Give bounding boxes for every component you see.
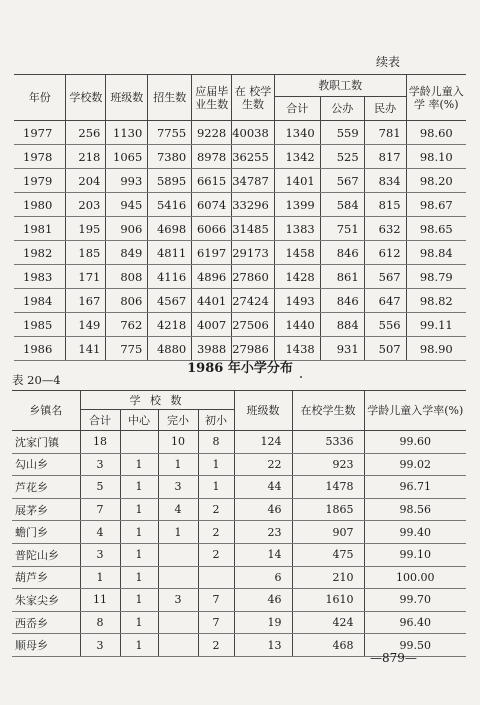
table-row: 1982 185 849 4811 6197 29173 1458 846 612 98.84	[14, 241, 466, 265]
table-row: 葫芦乡 1 1 6 210 100.00	[12, 566, 466, 589]
table-row: 1980 203 945 5416 6074 33296 1399 584 815 98.67	[14, 193, 466, 217]
table-row: 1985 149 762 4218 4007 27506 1440 884 556 99.11	[14, 313, 466, 337]
header-schools-group: 学 校 数	[80, 391, 234, 410]
header-staff-total: 合计	[274, 97, 320, 121]
table-row: 1981 195 906 4698 6066 31485 1383 751 632 98.65	[14, 217, 466, 241]
table-row: 朱家尖乡 11 1 3 7 46 1610 99.70	[12, 589, 466, 612]
header-school-complete: 完小	[158, 410, 198, 431]
header-students: 在 校学生数	[232, 75, 275, 121]
header-classes: 班级数	[234, 391, 292, 431]
continued-label: 续表	[376, 55, 401, 69]
table-row: 1978 218 1065 7380 8978 36255 1342 525 817 98.10	[14, 145, 466, 169]
table-row: 蟾门乡 4 1 1 2 23 907 99.40	[12, 521, 466, 544]
table-row: 西岙乡 8 1 7 19 424 96.40	[12, 611, 466, 634]
header-enrollment-rate: 学龄儿童入 学 率(%)	[406, 75, 466, 121]
table-row: 展茅乡 7 1 4 2 46 1865 98.56	[12, 498, 466, 521]
header-year: 年份	[14, 75, 66, 121]
table-row: 1979 204 993 5895 6615 34787 1401 567 834 98.20	[14, 169, 466, 193]
table-1977-1986	[14, 74, 466, 361]
header-graduates: 应届毕业生数	[192, 75, 232, 121]
header-students: 在校学生数	[292, 391, 364, 431]
table-row: 沈家门镇 18 10 8 124 5336 99.60	[12, 431, 466, 454]
table-row: 1977 256 1130 7755 9228 40038 1340 559 781 98.60	[14, 121, 466, 145]
header-classes: 班级数	[106, 75, 148, 121]
header-town: 乡镇名	[12, 391, 80, 431]
header-staff-private: 民办	[364, 97, 406, 121]
table-1986-distribution	[12, 390, 466, 657]
header-enrollment-rate: 学龄儿童入学率(%)	[364, 391, 466, 431]
table-row: 1983 171 808 4116 4896 27860 1428 861 567 98.79	[14, 265, 466, 289]
header-school-primary: 初小	[198, 410, 234, 431]
table-row: 1986 141 775 4880 3988 27986 1438 931 507 98.90	[14, 337, 466, 361]
table-row: 普陀山乡 3 1 2 14 475 99.10	[12, 543, 466, 566]
table-2-label: 表 20—4	[12, 373, 61, 387]
table-row: 芦花乡 5 1 3 1 44 1478 96.71	[12, 476, 466, 499]
header-school-central: 中心	[120, 410, 158, 431]
header-school-total: 合计	[80, 410, 120, 431]
table-row: 勾山乡 3 1 1 1 22 923 99.02	[12, 453, 466, 476]
header-enrollment: 招生数	[148, 75, 192, 121]
print-speck	[300, 376, 302, 378]
table-2-title: 1986 年小学分布	[187, 361, 293, 376]
table-row: 顺母乡 3 1 2 13 468 99.50	[12, 634, 466, 657]
table-row: 1984 167 806 4567 4401 27424 1493 846 647 98.82	[14, 289, 466, 313]
header-schools: 学校数	[66, 75, 106, 121]
header-staff-group: 教职工数	[274, 75, 406, 97]
header-staff-public: 公办	[320, 97, 364, 121]
page-number: —879—	[370, 651, 417, 665]
